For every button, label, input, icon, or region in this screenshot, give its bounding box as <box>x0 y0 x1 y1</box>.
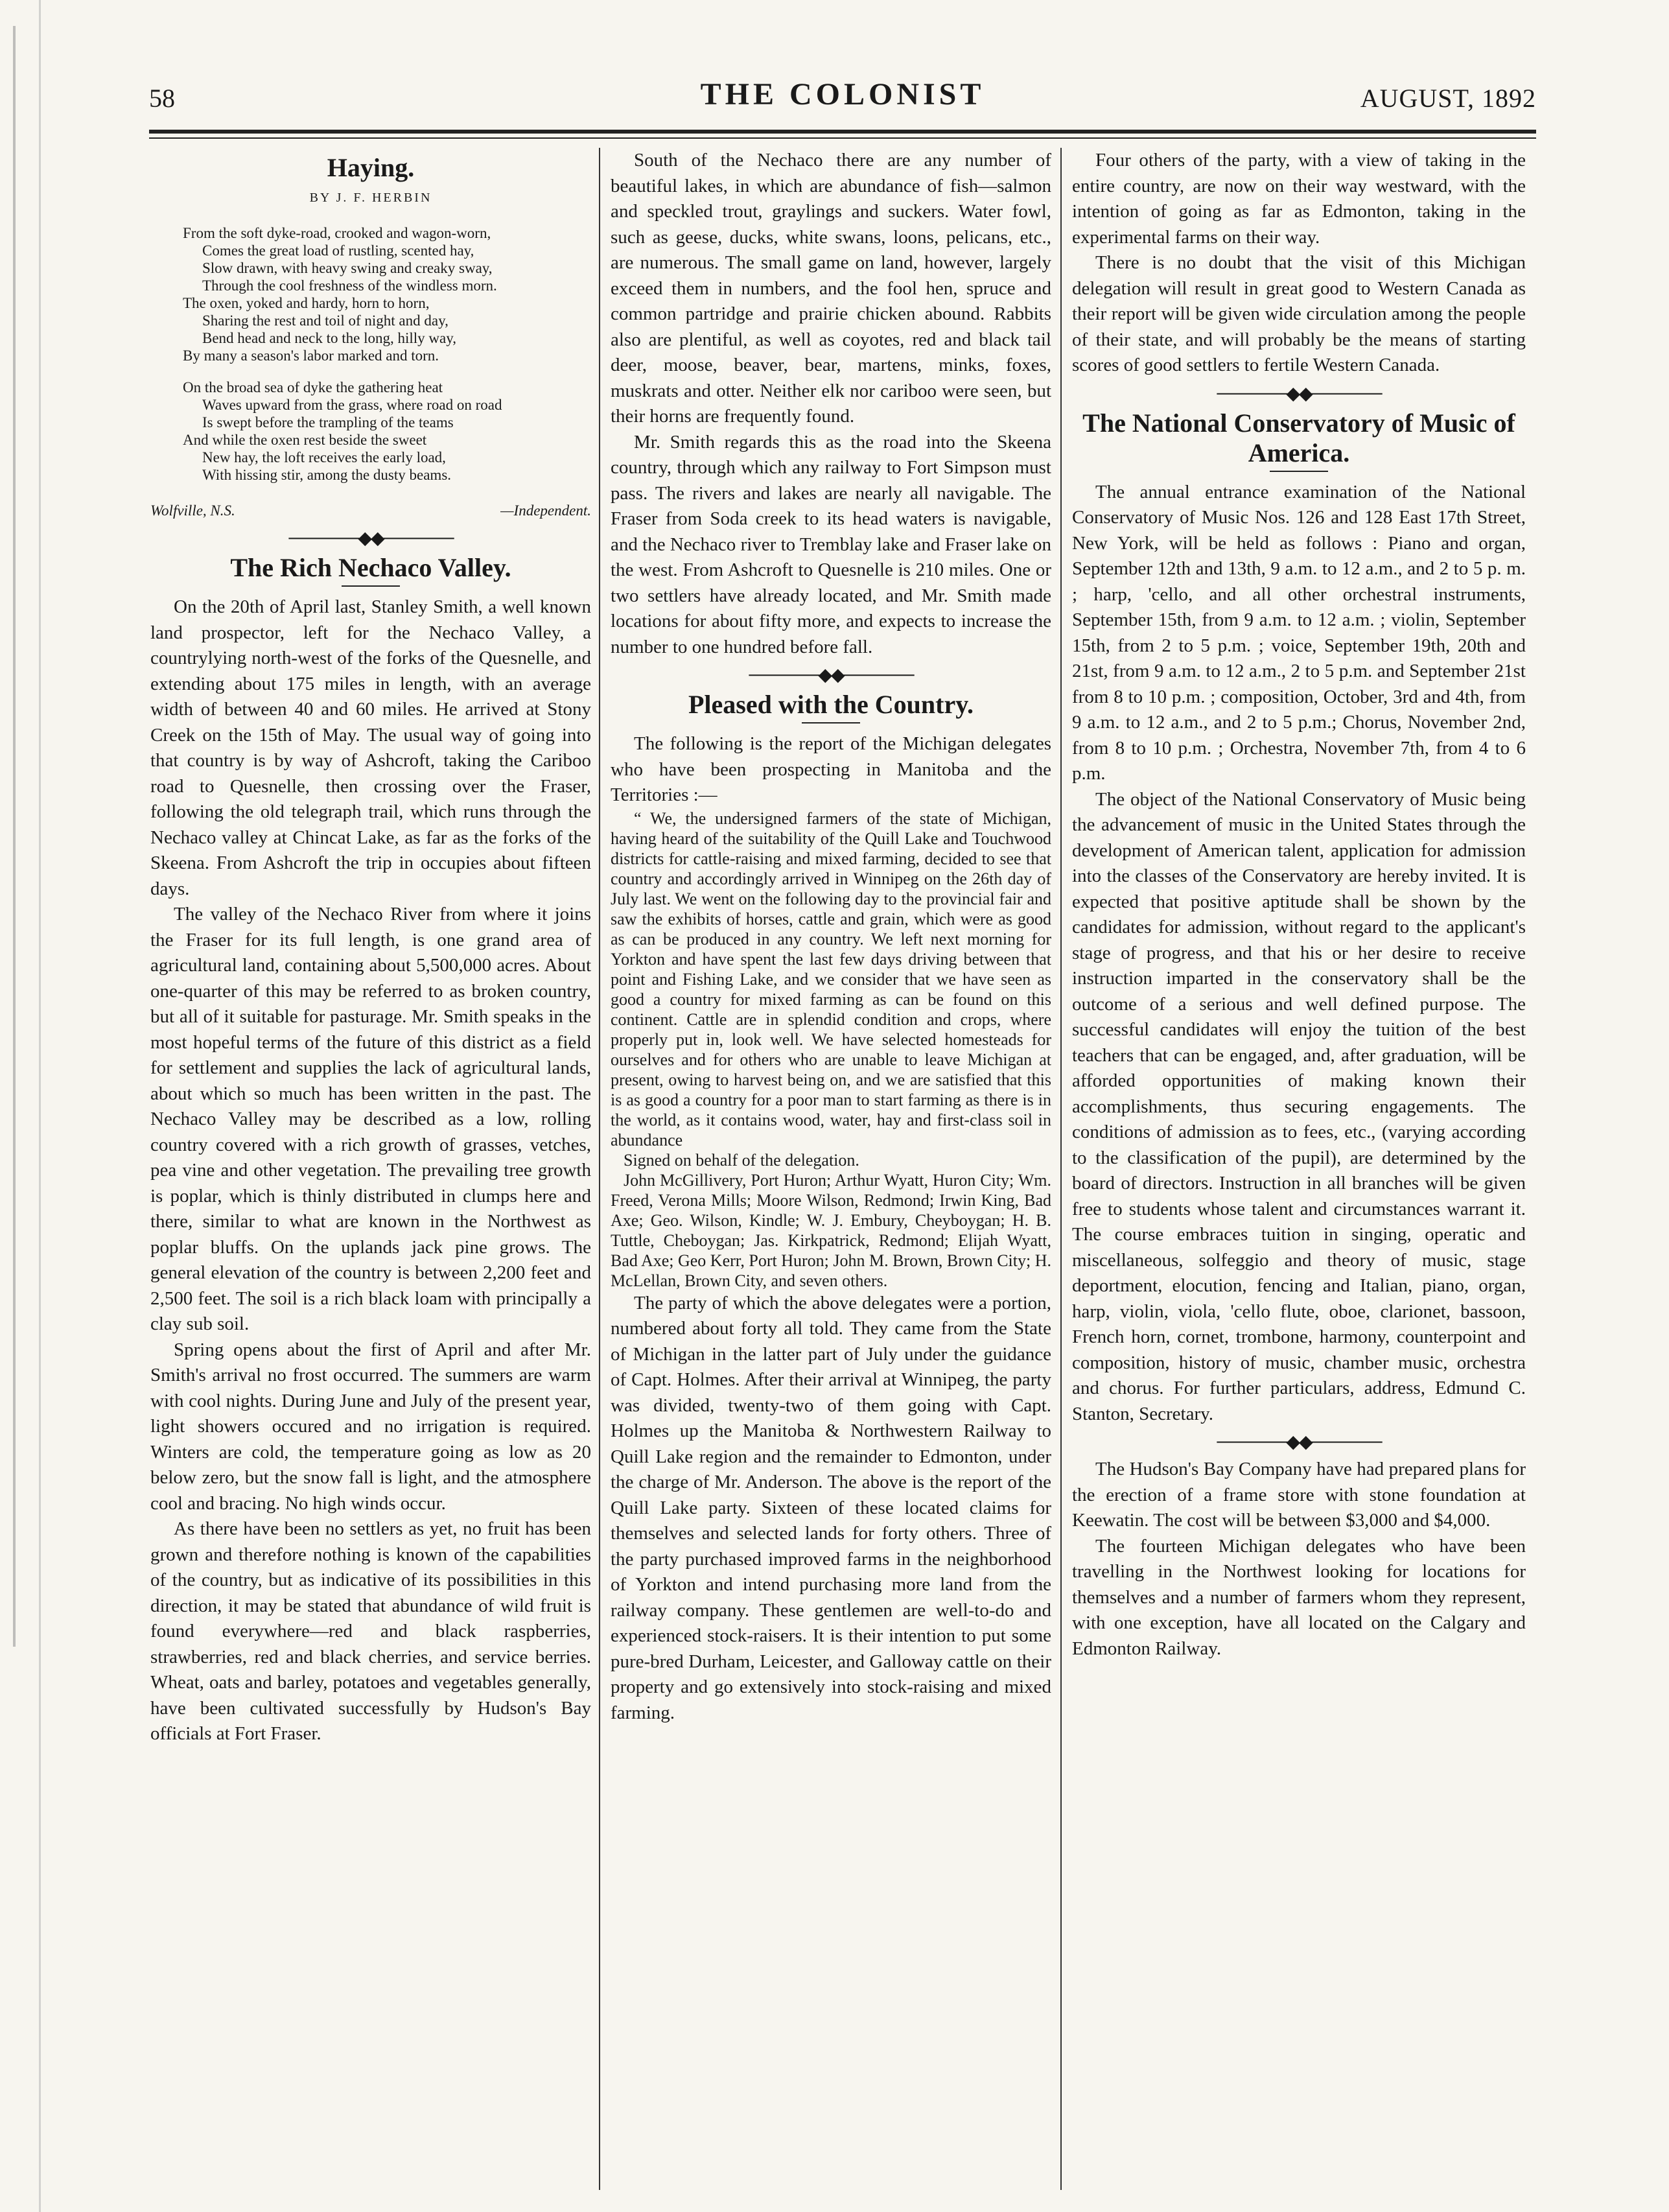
separator-ornament: ──────◆◆────── <box>749 665 913 685</box>
short-rule <box>342 585 400 587</box>
separator-ornament: ──────◆◆────── <box>1217 1432 1381 1452</box>
poem-line: With hissing stir, among the dusty beams. <box>202 466 452 483</box>
pleased-title: Pleased with the Country. <box>688 690 974 719</box>
short-rule <box>1270 471 1328 472</box>
article-paragraph: Spring opens about the first of April and after Mr. Smith's arrival no frost occurred. The summers are warm with cool nights. During June and July of the present year, light showers occured and no irrigation is required. Winters are cold, the temperature going as low as 20 below zero, but the snow fall is light, and the atmosphere cool and bracing. No high winds occur. <box>150 1339 591 1514</box>
binding-edge <box>0 0 41 2212</box>
header-rule <box>149 130 1536 134</box>
poem-line: From the soft dyke-road, crooked and wagon-worn, <box>183 224 491 241</box>
short-rule <box>802 722 860 724</box>
column-2 <box>611 148 1051 1726</box>
poem-line: And while the oxen rest beside the sweet <box>183 431 427 448</box>
article-paragraph: Four others of the party, with a view of taking in the entire country, are now on their way westward, with the intention of going as far as Edmonton, taking in the experimental farms on their way. <box>1072 150 1526 248</box>
article-paragraph: The annual entrance examination of the National Conservatory of Music Nos. 126 and 128 East 17th Street, New York, will be held as follows : Piano and organ, September 12th and 13th, 9 a.m. to 12 a.m., and 2 to 5 p. m. ; harp, 'cello, and all other orchestral instruments, September 15th, from 9 a.m. to 12 a.m. ; violin, September 15th, from 2 to 5 p.m. ; voice, September 19th, 20th and 21st, from 9 a.m. to 12 a.m., 2 to 5 p.m. and September 21st from 8 to 10 p.m. ; composition, October, 3rd and 4th, from 9 a.m. to 12 a.m., and 2 to 5 p.m.; Chorus, November 2nd, from 8 to 10 p.m. ; Orchestra, November 7th, from 4 to 6 p.m. <box>1072 481 1526 784</box>
haying-poem <box>183 224 591 484</box>
page-number: 58 <box>149 84 175 113</box>
article-paragraph: Mr. Smith regards this as the road into the Skeena country, through which any railway to Fort Simpson must pass. The rivers and lakes are nearly all navigable. The Fraser from Soda creek to its head waters is navigable, and the Nechaco river to Tremblay lake and Fraser lake on the west. From Ashcroft to Quesnelle is 210 miles. One or two settlers have already located, and Mr. Smith made locations for about fifty more, and expects to increase the number to one hundred before fall. <box>611 431 1051 657</box>
poem-source: —Independent. <box>500 502 591 519</box>
delegates-report: “ We, the undersigned farmers of the state of Michigan, having heard of the suitability of the Quill Lake and Touchwood districts for cattle-raising and mixed farming, decided to see that country and accordingly arrived in Winnipeg on the 26th day of July last. We went on the following day to the provincial fair and saw the exhibits of horses, cattle and grain, which were as good as can be produced in any country. We left next morning for Yorkton and have spent the last few days driving between that point and Fishing Lake, and we consider that we have seen as good a country for mixed farming as can be found on this continent. Cattle are in splendid condition and crops, where properly put in, look well. We have selected homesteads for ourselves and for others who are unable to leave Michigan at present, owing to harvest being on, and we are satisfied that this is as good a country for a poor man to start farming as there is in the world, as it contains wood, water, hay and first-class soil in abundance <box>611 808 1051 1149</box>
article-paragraph: South of the Nechaco there are any number of beautiful lakes, in which are abundance of fish—salmon and speckled trout, graylings and suckers. Water fowl, such as geese, ducks, white swans, loons, pelicans, etc., are numerous. The small game on land, however, largely exceed them in numbers, and the fool hen, spruce and common partridge and prairie chicken abound. Rabbits also are plentiful, as well as coyotes, red and black tail deer, moose, beaver, bear, martens, minks, foxes, muskrats and otter. Neither elk nor cariboo were seen, but their horns are frequently found. <box>611 150 1051 427</box>
poem-line: Slow drawn, with heavy swing and creaky sway, <box>202 259 493 276</box>
haying-title: Haying. <box>327 153 415 182</box>
poem-line: On the broad sea of dyke the gathering heat <box>183 379 443 395</box>
poem-attribution <box>150 498 591 524</box>
poem-line: Waves upward from the grass, where road on road <box>202 396 502 413</box>
issue-date: AUGUST, 1892 <box>1360 84 1536 113</box>
haying-byline: BY J. F. HERBIN <box>309 191 432 205</box>
poem-line: The oxen, yoked and hardy, horn to horn, <box>183 294 430 311</box>
poem-line: New hay, the loft receives the early load, <box>202 449 446 465</box>
poem-line: Through the cool freshness of the windless morn. <box>202 277 497 294</box>
separator-ornament: ──────◆◆────── <box>288 528 453 548</box>
delegate-names: John McGillivery, Port Huron; Arthur Wyatt, Huron City; Wm. Freed, Verona Mills; Moore Wilson, Redmond; Irwin King, Bad Axe; Geo. Wilson, Kindle; W. J. Embury, Cheyboygan; H. B. Tuttle, Cheboygan; Jas. Kirkpatrick, Redmond; Elijah Wyatt, Bad Axe; Geo Kerr, Port Huron; John M. Brown, Brown City; H. McLellan, Brown City, and seven others. <box>611 1170 1051 1290</box>
article-paragraph: On the 20th of April last, Stanley Smith, a well known land prospector, left for the Nechaco Valley, a countrylying north-west of the forks of the Quesnelle, and extending about 175 miles in length, with an average width of between 40 and 60 miles. He arrived at Stony Creek on the 15th of May. The usual way of going into that country is by way of Ashcroft, taking the Cariboo road to Quesnelle, then crossing over the Fraser, following the old telegraph trail, which runs through the Nechaco valley at Chincat Lake, as far as the forks of the Skeena. From Ashcroft the trip in occupies about fifteen days. <box>150 596 591 899</box>
poem-line: Sharing the rest and toil of night and day, <box>202 312 449 329</box>
article-paragraph: The object of the National Conservatory of Music being the advancement of music in the United States through the development of American talent, application for admission into the classes of the Conservatory are hereby invited. It is expected that positive aptitude shall be shown by the candidates for admission, without regard to the applicant's stage of progress, and that his or her desire to receive instruction imparted in the conservatory shall be the outcome of a serious and well defined purpose. The successful candidates will enjoy the tuition of the best teachers that can be engaged, and, after graduation, will be afforded opportunities of making known their accomplishments, thus securing engagements. The conditions of admission as to fees, etc., (varying according to the classification of the pupil), are determined by the board of directors. Instruction in all branches will be given free to students whose talent and circumstances warrant it. The course embraces tuition in singing, operatic and miscellaneous, solfeggio and theory of music, stage deportment, elocution, fencing and Italian, piano, organ, harp, violin, viola, 'cello flute, oboe, clarionet, bassoon, French horn, cornet, trombone, harmony, counterpoint and composition, history of music, chamber music, orchestra and chorus. For further particulars, address, Edmund C. Stanton, Secretary. <box>1072 788 1526 1424</box>
column-3 <box>1072 148 1526 1662</box>
column-rule <box>599 148 600 2190</box>
masthead: THE COLONIST <box>700 77 985 112</box>
poem-stanza <box>183 224 591 364</box>
poem-place: Wolfville, N.S. <box>150 502 235 519</box>
nechaco-title: The Rich Nechaco Valley. <box>230 553 511 582</box>
conservatory-title: The National Conservatory of Music of America. <box>1082 408 1515 467</box>
poem-line: Comes the great load of rustling, scented hay, <box>202 242 474 259</box>
separator-ornament: ──────◆◆────── <box>1217 383 1381 404</box>
page-header <box>149 76 1536 135</box>
header-rule-thin <box>149 137 1536 139</box>
poem-line: Is swept before the trampling of the teams <box>202 414 454 430</box>
column-rule <box>1060 148 1062 2190</box>
article-paragraph: There is no doubt that the visit of this Michigan delegation will result in great good to Western Canada as their report will be given wide circulation among the people of their state, and will probably be the means of starting scores of good settlers to fertile Western Canada. <box>1072 252 1526 375</box>
poem-line: By many a season's labor marked and torn. <box>183 347 439 364</box>
report-signed: Signed on behalf of the delegation. <box>624 1150 859 1170</box>
column-1 <box>150 148 591 1747</box>
article-paragraph: The following is the report of the Michigan delegates who have been prospecting in Manitoba and the Territories :— <box>611 733 1051 805</box>
news-note: The fourteen Michigan delegates who have been travelling in the Northwest looking for locations for themselves and a number of farmers whom they represent, with one exception, have all located on the Calgary and Edmonton Railway. <box>1072 1535 1526 1659</box>
poem-line: Bend head and neck to the long, hilly way, <box>202 329 456 346</box>
article-paragraph: The party of which the above delegates were a portion, numbered about forty all told. They came from the State of Michigan in the latter part of July under the guidance of Capt. Holmes. After their arrival at Winnipeg, the party was divided, twenty-two of them going with Capt. Holmes up the Manitoba & Northwestern Railway to Quill Lake region and the remainder to Edmonton, under the charge of Mr. Anderson. The above is the report of the Quill Lake party. Sixteen of these located claims for themselves and selected lands for forty others. Three of the party purchased improved farms in the neighborhood of Yorkton and intend purchasing more land from the railway company. These gentlemen are well-to-do and experienced stock-raisers. It is their intention to put some pure-bred Durham, Leicester, and Galloway cattle on their property and go extensively into stock-raising and mixed farming. <box>611 1292 1051 1723</box>
poem-stanza <box>183 379 591 484</box>
article-paragraph: The valley of the Nechaco River from where it joins the Fraser for its full length, is one grand area of agricultural land, containing about 5,500,000 acres. About one-quarter of this may be referred to as broken country, but all of it suitable for pasturage. Mr. Smith speaks in the most hopeful terms of the future of this district as a field for settlement and supplies the lack of agricultural lands, about which so much has been written in the past. The Nechaco Valley may be described as a low, rolling country covered with a rich growth of grasses, vetches, pea vine and other vegetation. The prevailing tree growth is poplar, which is thinly distributed in clumps here and there, similar to what are known in the Northwest as poplar bluffs. On the uplands jack pine grows. The general elevation of the country is between 2,200 feet and 2,500 feet. The soil is a rich black loam with principally a clay sub soil. <box>150 904 591 1334</box>
article-paragraph: As there have been no settlers as yet, no fruit has been grown and therefore nothing is known of the capabilities of the country, but as indicative of its possibilities in this direction, it may be stated that abundance of wild fruit is found everywhere—red and black raspberries, strawberries, red and black cherries, and service berries. Wheat, oats and barley, potatoes and vegetables generally, have been cultivated successfully by Hudson's Bay officials at Fort Fraser. <box>150 1518 591 1744</box>
news-note: The Hudson's Bay Company have had prepared plans for the erection of a frame store with stone foundation at Keewatin. The cost will be between $3,000 and $4,000. <box>1072 1459 1526 1531</box>
